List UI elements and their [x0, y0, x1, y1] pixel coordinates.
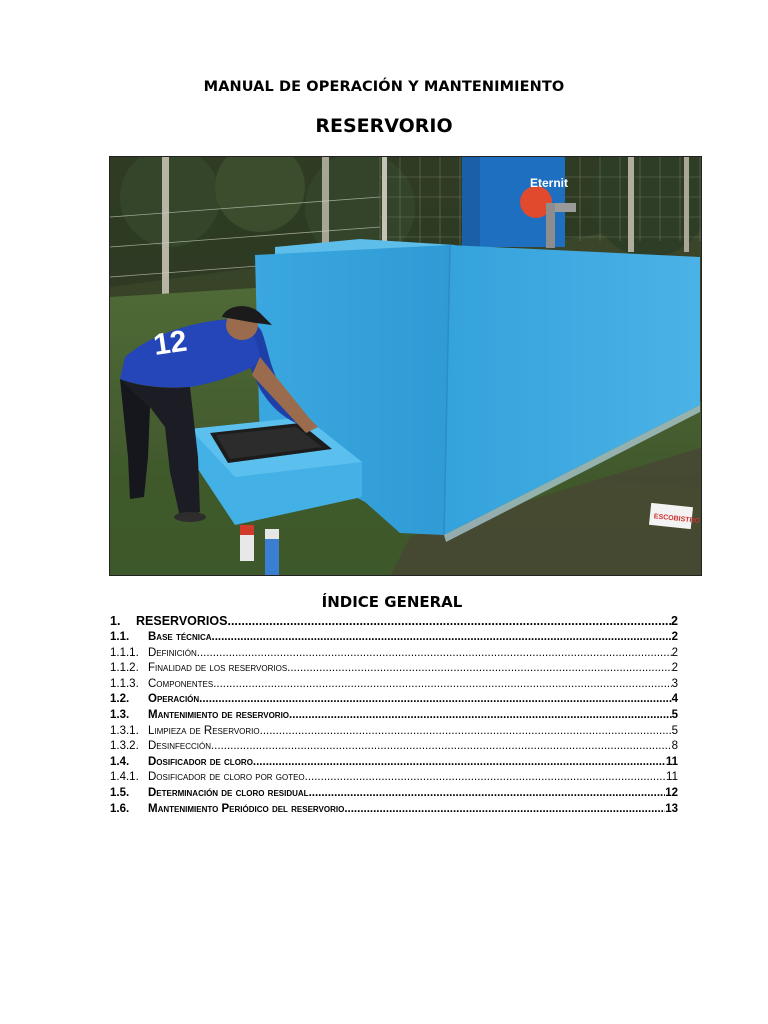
- toc-entry-number: 1.1.2.: [110, 662, 139, 675]
- toc-entry[interactable]: [110, 724, 678, 740]
- toc-entry-label: RESERVORIOS: [136, 614, 228, 628]
- toc-entry-number: 1.1.: [110, 631, 130, 643]
- toc-entry[interactable]: [110, 755, 678, 771]
- toc-entry-label: Finalidad de los reservorios: [148, 662, 288, 675]
- toc-entry[interactable]: [110, 770, 678, 786]
- toc-entry-page: 4: [671, 693, 678, 706]
- toc-entry-number: 1.3.1.: [110, 724, 139, 737]
- toc-entry-number: 1.5.: [110, 786, 130, 799]
- toc-entry-number: 1.4.: [110, 755, 130, 768]
- toc-entry-label: Definición: [148, 646, 197, 659]
- toc-leader-dots: [197, 646, 672, 662]
- toc-entry-page: 2: [671, 614, 678, 628]
- document-title: MANUAL DE OPERACIÓN Y MANTENIMIENTO: [203, 79, 565, 95]
- toc-leader-dots: [253, 755, 666, 771]
- toc-entry[interactable]: [110, 692, 678, 708]
- toc-leader-dots: [199, 692, 671, 708]
- toc-entry-number: 1.6.: [110, 802, 130, 815]
- toc-entry[interactable]: [110, 708, 678, 724]
- toc-entry-label: Limpieza de Reservorio: [148, 724, 260, 737]
- toc-entry-number: 1.1.1.: [110, 646, 139, 659]
- toc-entry-number: 1.: [110, 614, 121, 628]
- toc-leader-dots: [227, 613, 671, 630]
- toc-entry-label: Dosificador de cloro por goteo: [148, 771, 305, 784]
- toc-entry-label: Mantenimiento Periódico del reservorio: [148, 802, 345, 815]
- toc-entry-number: 1.1.3.: [110, 677, 139, 690]
- table-of-contents: [110, 613, 678, 817]
- toc-entry-number: 1.3.2.: [110, 740, 139, 753]
- document-subtitle: RESERVORIO: [315, 115, 453, 137]
- toc-leader-dots: [305, 770, 666, 786]
- toc-entry-page: 11: [666, 771, 678, 784]
- toc-entry[interactable]: [110, 802, 678, 818]
- toc-entry-page: 2: [671, 662, 678, 675]
- reservoir-photo: [109, 156, 702, 576]
- toc-leader-dots: [211, 739, 672, 755]
- toc-entry-label: Mantenimiento de reservorio: [148, 708, 290, 721]
- toc-entry-page: 11: [665, 755, 678, 768]
- toc-entry-page: 5: [671, 724, 678, 737]
- toc-entry-page: 13: [665, 802, 678, 815]
- sign-text: ESCOBISTRO: [653, 513, 701, 526]
- toc-entry-label: Determinación de cloro residual: [148, 786, 309, 799]
- toc-entry-page: 3: [671, 677, 678, 690]
- tank-label: Eternit: [530, 176, 569, 190]
- toc-entry-page: 12: [665, 786, 678, 799]
- toc-entry-page: 5: [671, 708, 678, 721]
- toc-leader-dots: [212, 630, 672, 646]
- toc-entry[interactable]: [110, 613, 678, 630]
- toc-leader-dots: [260, 724, 672, 740]
- toc-entry-page: 8: [671, 740, 678, 753]
- toc-entry[interactable]: [110, 739, 678, 755]
- toc-leader-dots: [309, 786, 666, 802]
- toc-entry[interactable]: [110, 677, 678, 693]
- toc-entry[interactable]: [110, 646, 678, 662]
- toc-entry-number: 1.4.1.: [110, 771, 139, 784]
- toc-entry-page: 2: [671, 631, 678, 643]
- toc-leader-dots: [287, 661, 671, 677]
- toc-entry[interactable]: [110, 630, 678, 646]
- shirt-number: 12: [151, 324, 190, 362]
- toc-entry-number: 1.3.: [110, 708, 130, 721]
- toc-entry-number: 1.2.: [110, 693, 130, 706]
- toc-entry-page: 2: [671, 646, 678, 659]
- toc-entry-label: Operación: [148, 693, 200, 706]
- toc-entry[interactable]: [110, 661, 678, 677]
- toc-entry-label: Base técnica: [148, 631, 212, 643]
- toc-entry-label: Dosificador de cloro: [148, 755, 253, 768]
- toc-heading: ÍNDICE GENERAL: [321, 593, 463, 611]
- toc-leader-dots: [344, 802, 665, 818]
- toc-entry-label: Componentes: [148, 677, 214, 690]
- toc-leader-dots: [289, 708, 672, 724]
- toc-entry-label: Desinfección: [148, 740, 211, 753]
- toc-entry[interactable]: [110, 786, 678, 802]
- toc-leader-dots: [213, 677, 671, 693]
